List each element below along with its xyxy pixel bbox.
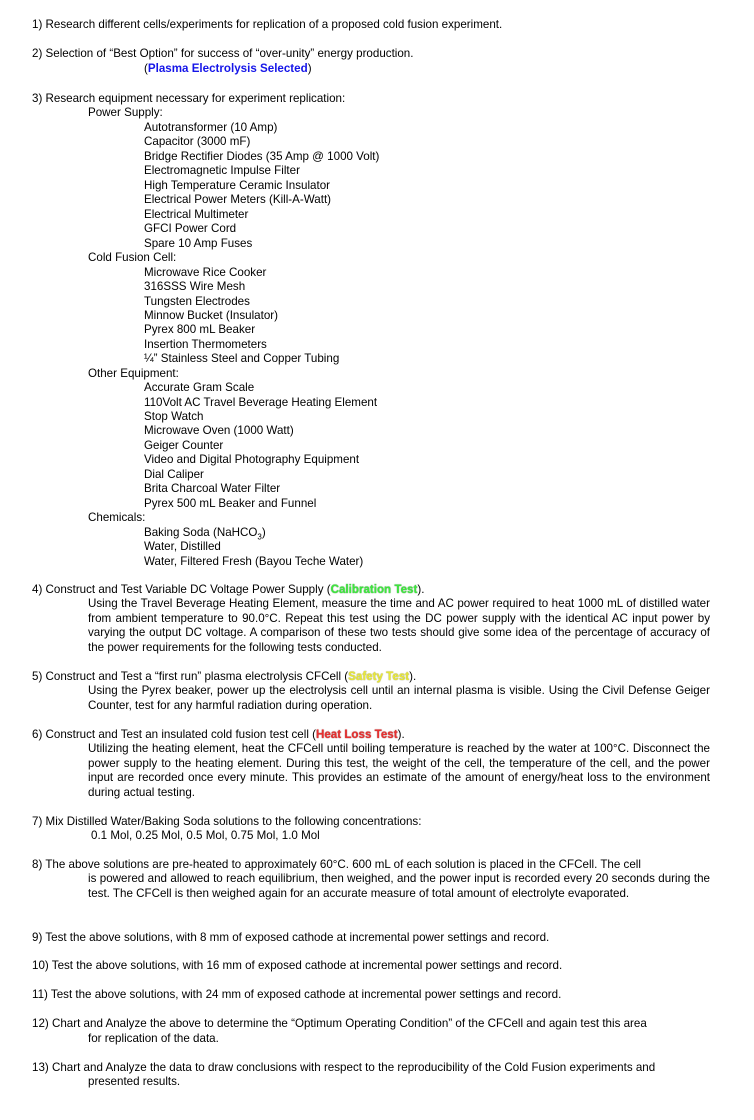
step-6-text: 6) Construct and Test an insulated cold fusion test cell ( (32, 728, 316, 741)
subscript: 3 (257, 532, 262, 542)
concentrations-list: 0.1 Mol, 0.25 Mol, 0.5 Mol, 0.75 Mol, 1.0 Mol (91, 829, 320, 842)
step-13: 13) Chart and Analyze the data to draw conclusions with respect to the reproducibility of the Cold Fusion experiments and (32, 1061, 656, 1074)
step-4-suffix: ). (417, 583, 425, 596)
step-1: 1) Research different cells/experiments for replication of a proposed cold fusion experiment. (32, 18, 503, 31)
equipment-item: Autotransformer (10 Amp) (144, 121, 278, 134)
paren-close: ) (307, 62, 312, 75)
equipment-item: Electromagnetic Impulse Filter (144, 164, 300, 177)
paren-open: ( (144, 62, 148, 75)
baking-soda-label: Baking Soda (NaHCO (144, 526, 258, 539)
paren-close: ) (261, 526, 266, 539)
equipment-item: Spare 10 Amp Fuses (144, 237, 253, 250)
step-5-text: 5) Construct and Test a “first run” plasma electrolysis CFCell ( (32, 670, 349, 683)
chemical-item (144, 526, 266, 541)
step-12-description: for replication of the data. (88, 1032, 219, 1045)
chemicals-heading: Chemicals: (88, 511, 146, 524)
equipment-item: Pyrex 800 mL Beaker (144, 323, 256, 336)
equipment-item: Dial Caliper (144, 468, 204, 481)
equipment-item: Geiger Counter (144, 439, 224, 452)
other-equipment-heading: Other Equipment: (88, 367, 179, 380)
equipment-item: Microwave Oven (1000 Watt) (144, 424, 294, 437)
step-2: 2) Selection of “Best Option” for success of “over-unity” energy production. (32, 47, 414, 60)
equipment-item: Accurate Gram Scale (144, 381, 255, 394)
equipment-item: Capacitor (3000 mF) (144, 135, 251, 148)
selected-option-highlight: Plasma Electrolysis Selected (147, 62, 308, 75)
step-2-selection (144, 62, 312, 77)
calibration-test-tag: Calibration Test (330, 583, 418, 596)
equipment-item: 316SSS Wire Mesh (144, 280, 246, 293)
step-5 (32, 670, 416, 685)
heat-loss-test-tag: Heat Loss Test (315, 728, 398, 741)
equipment-item: Tungsten Electrodes (144, 295, 250, 308)
equipment-item: Electrical Multimeter (144, 208, 249, 221)
step-8: 8) The above solutions are pre-heated to approximately 60°C. 600 mL of each solution is placed in the CFCell. The cell (32, 858, 641, 871)
step-3: 3) Research equipment necessary for experiment replication: (32, 92, 346, 105)
step-12: 12) Chart and Analyze the above to determine the “Optimum Operating Condition” of the CFCell and again test this area (32, 1017, 647, 1030)
equipment-item: GFCI Power Cord (144, 222, 237, 235)
equipment-item: Video and Digital Photography Equipment (144, 453, 360, 466)
step-8-description: is powered and allowed to reach equilibrium, then weighed, and the power input is recorded every 20 seconds during the test. The CFCell is then weighed again for an accurate measure of total amount of electrolyte evaporated. (88, 872, 710, 900)
equipment-item: High Temperature Ceramic Insulator (144, 179, 331, 192)
step-6-description: Utilizing the heating element, heat the CFCell until boiling temperature is reached by the water at 100°C. Disconnect the power supply to the heating element. During this test, the weight of the cell, the temperature of the cell, and the power input are recorded once every minute. This provides an estimate of the amount of energy/heat loss to the environment during actual testing. (88, 742, 710, 799)
equipment-item: Microwave Rice Cooker (144, 266, 267, 279)
step-5-suffix: ). (409, 670, 417, 683)
equipment-item: Stop Watch (144, 410, 204, 423)
step-4-text: 4) Construct and Test Variable DC Voltage Power Supply ( (32, 583, 331, 596)
equipment-item: ¼” Stainless Steel and Copper Tubing (144, 352, 340, 365)
step-4-description: Using the Travel Beverage Heating Element, measure the time and AC power required to heat 1000 mL of distilled water from ambient temperature to 90.0°C. Repeat this test using the DC power supply with the identical AC input power by varying the output DC voltage. A comparison of these two tests should give some idea of the percentage of accuracy of the power requirements for the following tests conducted. (88, 597, 710, 654)
safety-test-tag: Safety Test (348, 670, 410, 683)
step-11: 11) Test the above solutions, with 24 mm of exposed cathode at incremental power settings and record. (32, 988, 562, 1001)
step-4 (32, 583, 424, 598)
equipment-item: Electrical Power Meters (Kill-A-Watt) (144, 193, 332, 206)
step-9: 9) Test the above solutions, with 8 mm of exposed cathode at incremental power settings and record. (32, 931, 550, 944)
equipment-item: Brita Charcoal Water Filter (144, 482, 281, 495)
equipment-item: Bridge Rectifier Diodes (35 Amp @ 1000 Volt) (144, 150, 380, 163)
step-6 (32, 728, 405, 743)
step-10: 10) Test the above solutions, with 16 mm of exposed cathode at incremental power settings and record. (32, 959, 563, 972)
equipment-item: Pyrex 500 mL Beaker and Funnel (144, 497, 317, 510)
equipment-item: Minnow Bucket (Insulator) (144, 309, 279, 322)
step-13-description: presented results. (88, 1075, 181, 1088)
chemical-item: Water, Distilled (144, 540, 221, 553)
step-7: 7) Mix Distilled Water/Baking Soda solutions to the following concentrations: (32, 815, 422, 828)
equipment-item: 110Volt AC Travel Beverage Heating Element (144, 396, 378, 409)
equipment-item: Insertion Thermometers (144, 338, 267, 351)
chemical-item: Water, Filtered Fresh (Bayou Teche Water) (144, 555, 364, 568)
step-6-suffix: ). (397, 728, 405, 741)
power-supply-heading: Power Supply: (88, 106, 163, 119)
cold-fusion-cell-heading: Cold Fusion Cell: (88, 251, 177, 264)
step-5-description: Using the Pyrex beaker, power up the electrolysis cell until an internal plasma is visible. Using the Civil Defense Geiger Counter, test for any harmful radiation during operation. (88, 684, 710, 712)
